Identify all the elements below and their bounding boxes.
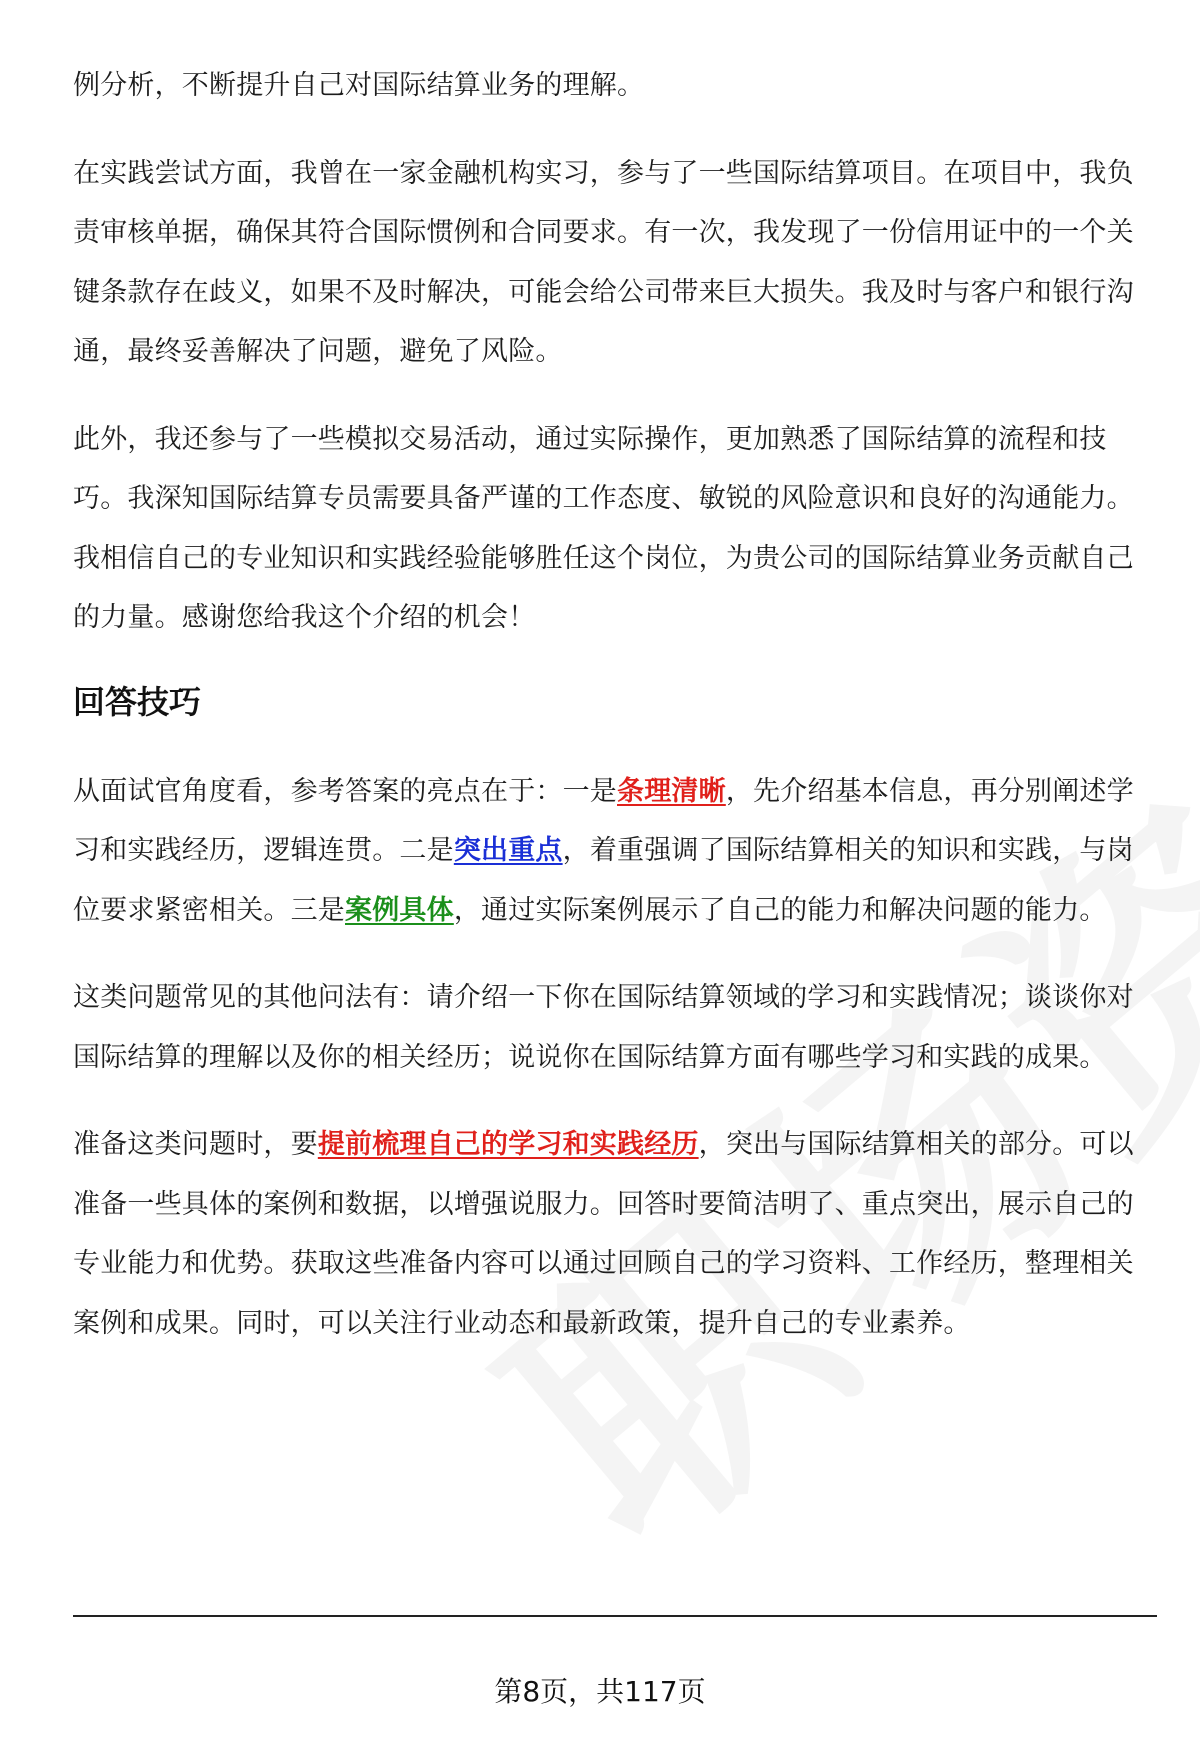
paragraph: 此外，我还参与了一些模拟交易活动，通过实际操作，更加熟悉了国际结算的流程和技巧。我深知国际结算专员需要具备严谨的工作态度、敏锐的风险意识和良好的沟通能力。我相信自己的专业知识和实践经验能够胜任这个岗位，为贵公司的国际结算业务贡献自己的力量。感谢您给我这个介绍的机会！ (73, 423, 1134, 633)
highlight-green: 案例具体 (345, 894, 454, 926)
page-content (73, 56, 1153, 1381)
highlight-blue: 突出重点 (453, 835, 563, 866)
text-run: 从面试官角度看，参考答案的亮点在于：一是 (73, 775, 617, 807)
page-number: 第8页，共117页 (494, 1675, 706, 1708)
tips-paragraph-alternatives: 这类问题常见的其他问法有：请介绍一下你在国际结算领域的学习和实践情况；谈谈你对国际结算的理解以及你的相关经历；说说你在国际结算方面有哪些学习和实践的成果。 (73, 982, 1134, 1073)
tips-paragraph-preparation (73, 1115, 1153, 1353)
text-run: ，先介绍基本信息，再分别阐述学习和实践经历，逻辑连贯。二是 (73, 775, 1134, 866)
text-run: ，着重强调了国际结算相关的知识和实践，与岗位要求紧密相关。三是 (73, 835, 1134, 926)
footer-divider (73, 1615, 1157, 1617)
highlight-red: 提前梳理自己的学习和实践经历 (317, 1129, 699, 1160)
section-heading: 回答技巧 (73, 682, 202, 721)
text-run: ，突出与国际结算相关的部分。可以准备一些具体的案例和数据，以增强说服力。回答时要简洁明了、重点突出，展示自己的专业能力和优势。获取这些准备内容可以通过回顾自己的学习资料、工作经历，整理相关案例和成果。同时，可以关注行业动态和最新政策，提升自己的专业素养。 (73, 1129, 1134, 1339)
tips-paragraph-highlights (73, 762, 1153, 941)
text-run: 准备这类问题时，要 (73, 1129, 318, 1160)
paragraph: 例分析，不断提升自己对国际结算业务的理解。 (73, 70, 645, 101)
text-run: ，通过实际案例展示了自己的能力和解决问题的能力。 (453, 894, 1107, 926)
highlight-red: 条理清晰 (617, 775, 726, 807)
paragraph: 在实践尝试方面，我曾在一家金融机构实习，参与了一些国际结算项目。在项目中，我负责审核单据，确保其符合国际惯例和合同要求。有一次，我发现了一份信用证中的一个关键条款存在歧义，如果不及时解决，可能会给公司带来巨大损失。我及时与客户和银行沟通，最终妥善解决了问题，避免了风险。 (73, 157, 1134, 367)
